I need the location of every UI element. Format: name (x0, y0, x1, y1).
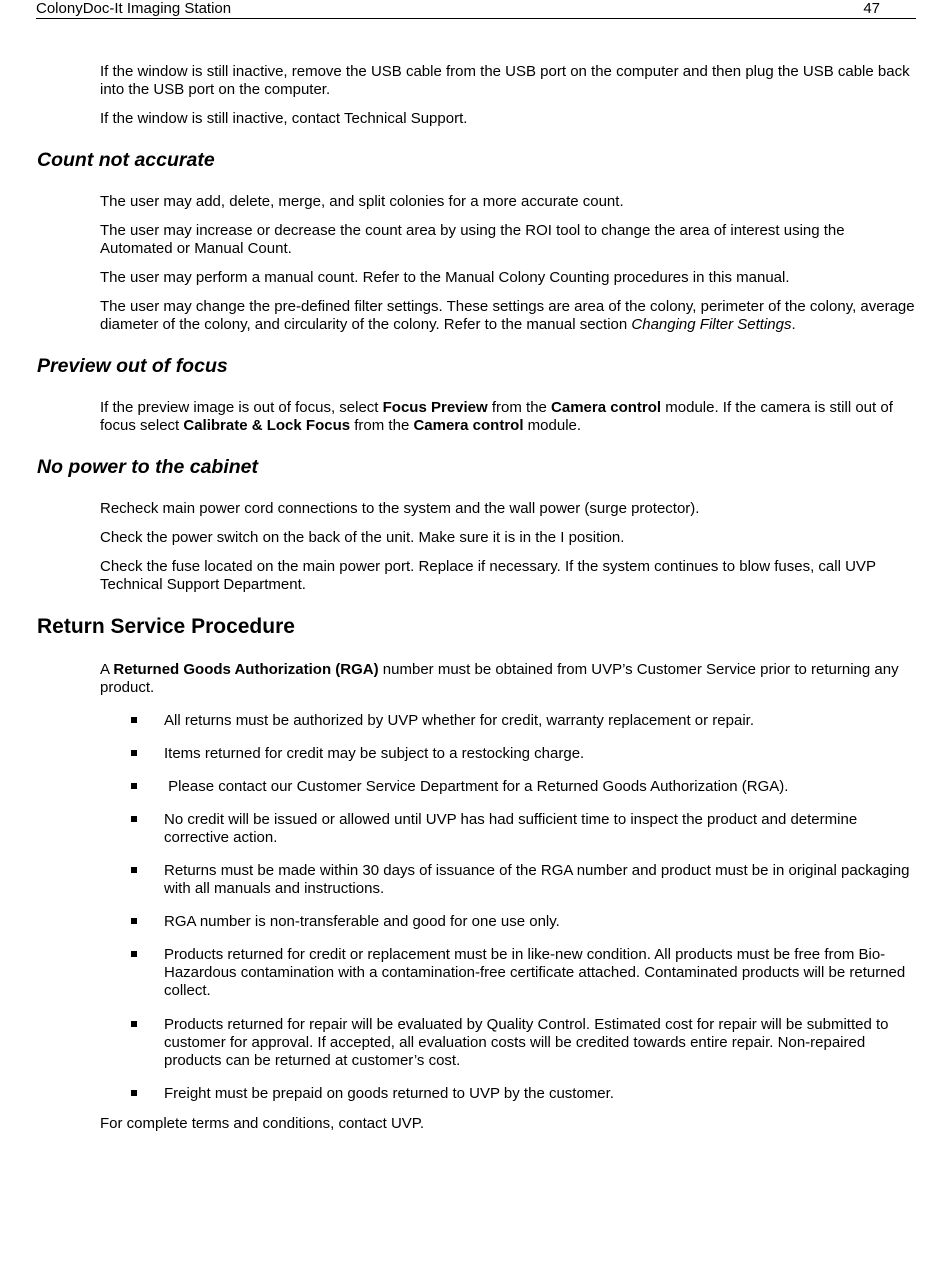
filter-settings-reference: Changing Filter Settings (631, 316, 792, 333)
bullet-square-icon (131, 951, 137, 957)
focus-preview-term: Focus Preview (382, 399, 488, 416)
count-p4-text: The user may change the pre-defined filter settings. These settings are area of the colony, perimeter of the colony, average diameter of the colony, and circularity of the colony. Refer to the manual section (100, 298, 915, 333)
rga-term: Returned Goods Authorization (RGA) (113, 661, 379, 678)
list-item-text: Products returned for repair will be evaluated by Quality Control. Estimated cost for repair will be submitted to customer for approval. If accepted, all evaluation costs will be credited towards entire repair. Non-repaired products can be returned at customer’s cost. (164, 1016, 889, 1069)
bullet-square-icon (131, 783, 137, 789)
page-number: 47 (863, 0, 880, 17)
count-paragraph-4 (100, 298, 915, 334)
bullet-square-icon (131, 717, 137, 723)
bullet-square-icon (131, 750, 137, 756)
section-heading-return: Return Service Procedure (37, 615, 295, 638)
section-heading-focus: Preview out of focus (37, 355, 228, 377)
bullet-square-icon (131, 816, 137, 822)
closing-paragraph: For complete terms and conditions, contact UVP. (100, 1115, 425, 1132)
list-item-text: RGA number is non-transferable and good for one use only. (164, 913, 560, 930)
count-paragraph-3: The user may perform a manual count. Refer to the Manual Colony Counting procedures in this manual. (100, 269, 790, 286)
rga-intro-b: number must be obtained from UVP’s Customer Service prior to returning any product. (100, 661, 899, 696)
focus-text-3: module. If the camera is still out of focus select (100, 399, 893, 434)
power-paragraph-3: Check the fuse located on the main power port. Replace if necessary. If the system continues to blow fuses, call UVP Technical Support Department. (100, 558, 876, 593)
focus-paragraph (100, 399, 915, 435)
list-item-text: Returns must be made within 30 days of issuance of the RGA number and product must be in original packaging with all manuals and instructions. (164, 862, 910, 897)
list-item-text: Freight must be prepaid on goods returned to UVP by the customer. (164, 1085, 614, 1102)
section-heading-power: No power to the cabinet (37, 456, 259, 478)
count-p4-end: . (791, 316, 796, 333)
focus-text-5: module. (523, 417, 582, 434)
list-item-text: Products returned for credit or replacement must be in like-new condition. All products must be free from Bio-Hazardous contamination with a contamination-free certificate attached. Contaminated products will be returned collect. (164, 946, 906, 999)
power-paragraph-1: Recheck main power cord connections to the system and the wall power (surge protector). (100, 500, 700, 517)
usb-reconnect-paragraph: If the window is still inactive, remove the USB cable from the USB port on the computer and then plug the USB cable back into the USB port on the computer. (100, 63, 910, 98)
bullet-square-icon (131, 1021, 137, 1027)
contact-support-paragraph: If the window is still inactive, contact Technical Support. (100, 110, 468, 127)
list-item-text: No credit will be issued or allowed until UVP has had sufficient time to inspect the product and determine corrective action. (164, 811, 858, 846)
section-heading-count: Count not accurate (37, 149, 215, 171)
calibrate-lock-focus-term: Calibrate & Lock Focus (183, 417, 351, 434)
list-item-text: Please contact our Customer Service Department for a Returned Goods Authorization (RGA). (164, 778, 789, 795)
rga-intro-paragraph (100, 661, 915, 697)
bullet-square-icon (131, 918, 137, 924)
document-title: ColonyDoc-It Imaging Station (36, 0, 232, 17)
count-paragraph-1: The user may add, delete, merge, and split colonies for a more accurate count. (100, 193, 624, 210)
power-paragraph-2: Check the power switch on the back of the unit. Make sure it is in the I position. (100, 529, 625, 546)
count-paragraph-2: The user may increase or decrease the count area by using the ROI tool to change the area of interest using the Automated or Manual Count. (100, 222, 845, 257)
focus-text-4: from the (350, 417, 414, 434)
bullet-square-icon (131, 1090, 137, 1096)
camera-control-term-2: Camera control (413, 417, 524, 434)
camera-control-term: Camera control (551, 399, 662, 416)
page-header (36, 0, 916, 19)
list-item-text: Items returned for credit may be subject to a restocking charge. (164, 745, 585, 762)
focus-text-1: If the preview image is out of focus, select (100, 399, 383, 416)
bullet-square-icon (131, 867, 137, 873)
rga-intro-a: A (100, 661, 114, 678)
list-item-text: All returns must be authorized by UVP whether for credit, warranty replacement or repair. (164, 712, 754, 729)
focus-text-2: from the (487, 399, 552, 416)
